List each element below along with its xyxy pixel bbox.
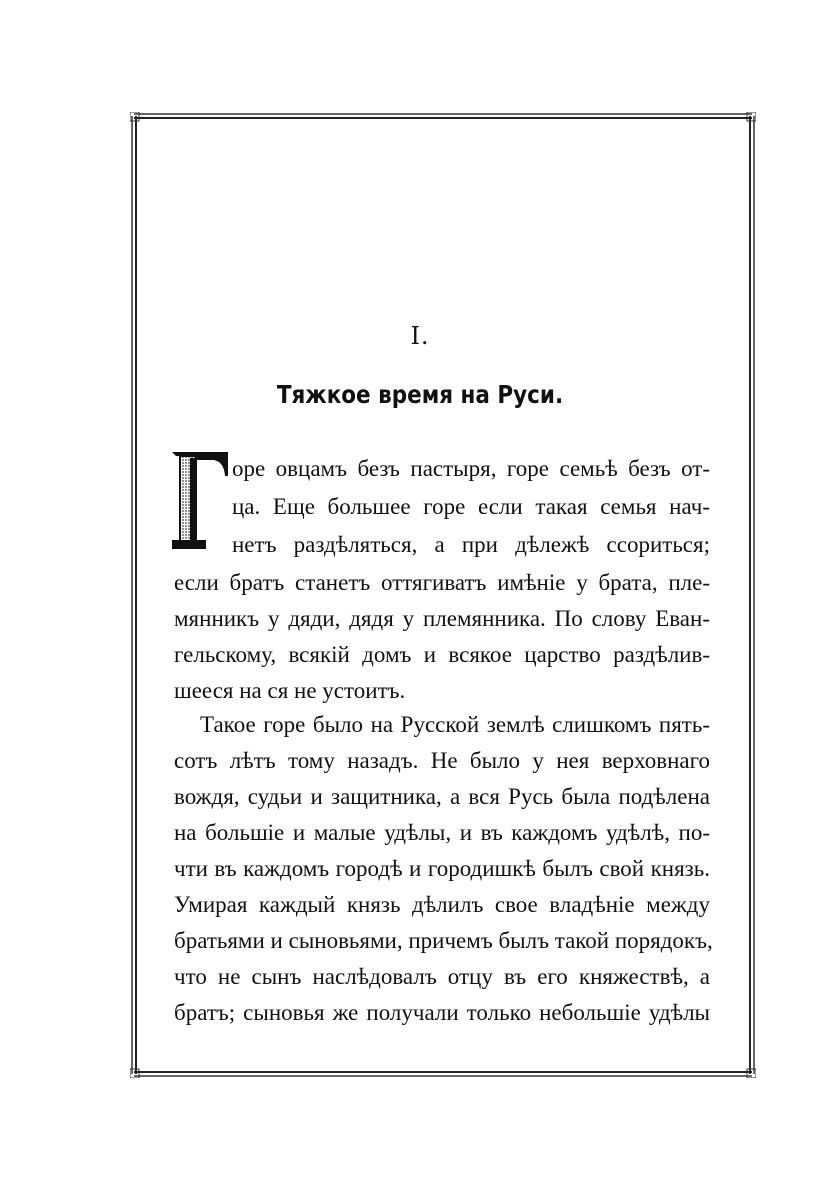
chapter-number: I. [410,322,430,350]
text-line: братьями и сыновьями, причемъ былъ такой порядокъ, [174,928,713,953]
text-line: ца. Еще большее горе если такая семья нач- [232,494,710,519]
text-line: Такое горе было на Русской землѣ слишкомъ пять- [200,712,710,737]
text-line: Умирая каждый князь дѣлилъ свое владѣніе между [174,892,710,917]
text-line: шееся на ся не устоитъ. [174,678,406,703]
text-line: сотъ лѣтъ тому назадъ. Не было у нея верховнаго [174,748,710,773]
text-line: оре овцамъ безъ пастыря, горе семьѣ безъ от- [232,456,710,481]
text-line: чти въ каждомъ городѣ и городишкѣ былъ свой князь. [174,856,710,881]
text-line: нетъ раздѣляться, а при дѣлежѣ ссориться; [232,532,710,557]
text-line: мянникъ у дяди, дядя у племянника. По слову Еван- [174,606,710,631]
text-line: братъ; сыновья же получали только небольшіе удѣлы [174,1000,710,1025]
text-line: вождя, судьи и защитника, а вся Русь была подѣлена [174,784,710,809]
text-line: на большіе и малые удѣлы, и въ каждомъ удѣлѣ, по- [174,820,710,845]
drop-cap-letter [170,450,230,552]
text-line: гельскому, всякій домъ и всякое царство раздѣлив- [174,642,710,667]
chapter-title: Тяжкое время на Руси. [276,380,564,409]
text-line: если братъ станетъ оттягиватъ имѣніе у брата, пле- [174,570,710,595]
text-line: что не сынъ наслѣдовалъ отцу въ его княжествѣ, а [174,964,710,989]
drop-cap [170,450,230,552]
